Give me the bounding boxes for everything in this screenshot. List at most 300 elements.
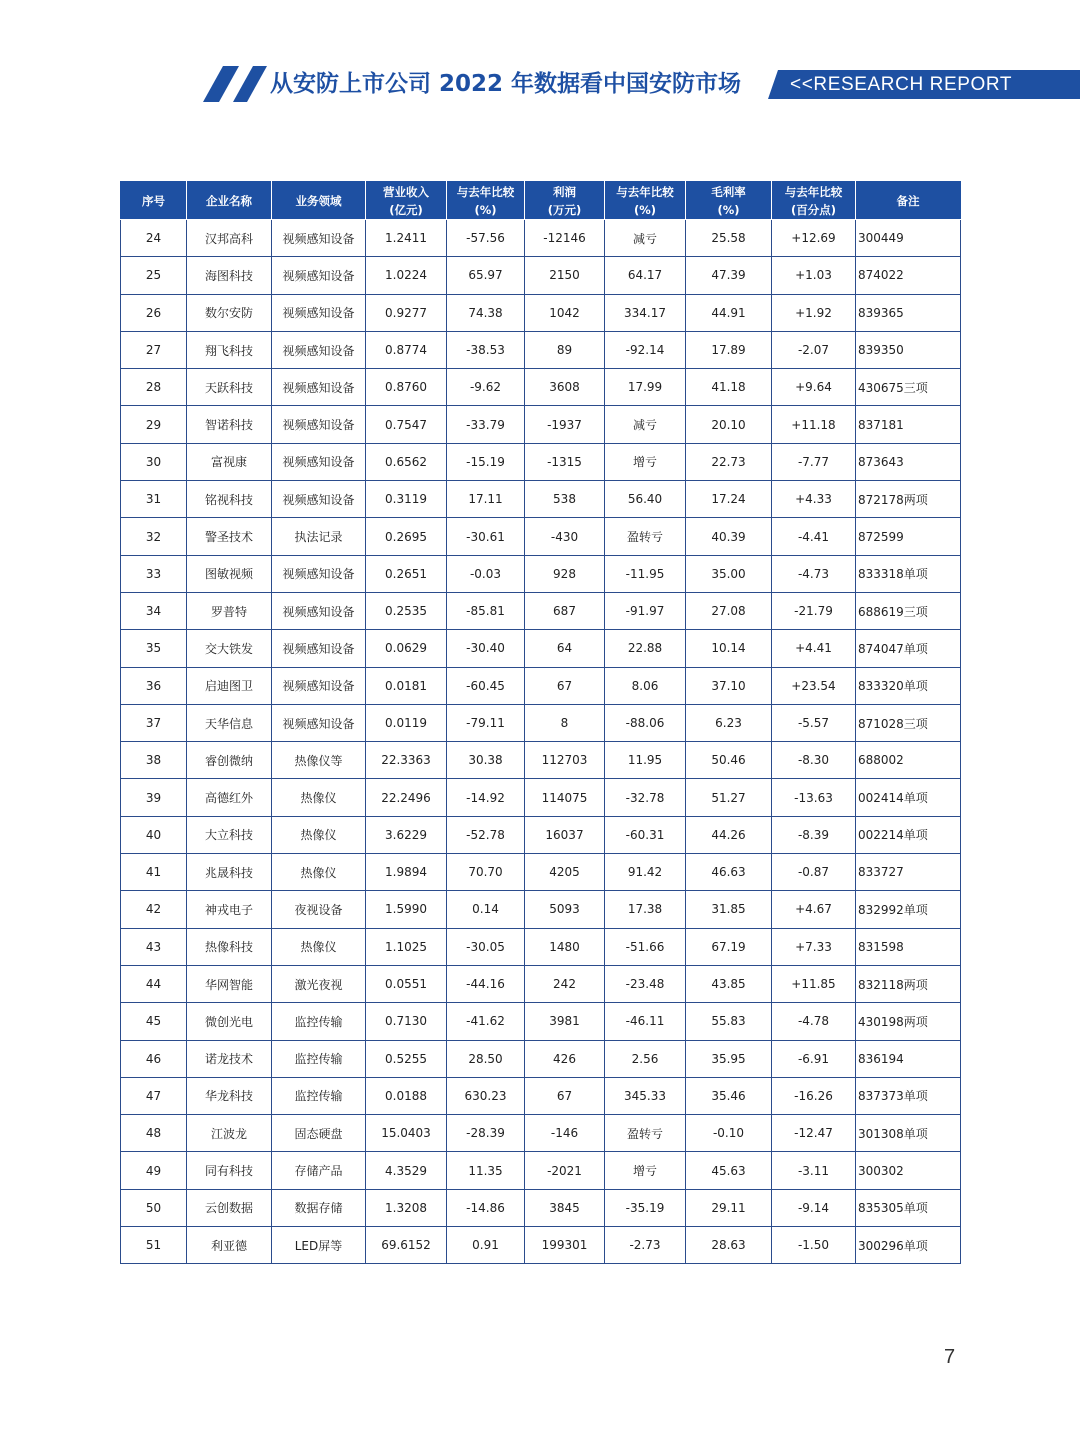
gross-margin-cell: 35.95 — [686, 1040, 772, 1077]
table-row — [121, 1003, 961, 1040]
gross-margin-cell: 35.46 — [686, 1077, 772, 1114]
revenue-change-cell: -9.62 — [447, 369, 525, 406]
business-field-cell: 视频感知设备 — [272, 443, 366, 480]
revenue-cell: 0.2535 — [366, 592, 447, 629]
revenue-change-cell: -44.16 — [447, 965, 525, 1002]
profit-cell: 3608 — [525, 369, 605, 406]
table-row — [121, 667, 961, 704]
company-name-cell: 睿创微纳 — [187, 742, 272, 779]
column-header — [187, 182, 272, 220]
note-cell: 833318单项 — [856, 555, 961, 592]
margin-change-cell: -8.39 — [772, 816, 856, 853]
table-row — [121, 257, 961, 294]
table-row — [121, 1040, 961, 1077]
company-name-cell: 铭视科技 — [187, 481, 272, 518]
company-name-cell: 微创光电 — [187, 1003, 272, 1040]
gross-margin-cell: 51.27 — [686, 779, 772, 816]
revenue-change-cell: -52.78 — [447, 816, 525, 853]
note-cell: 300449 — [856, 220, 961, 257]
profit-change-cell: 334.17 — [605, 294, 686, 331]
revenue-change-cell: 28.50 — [447, 1040, 525, 1077]
page-header — [0, 66, 1080, 102]
column-header-label: 利润 — [553, 184, 576, 199]
revenue-change-cell: -38.53 — [447, 331, 525, 368]
table-row — [121, 779, 961, 816]
revenue-cell: 0.2695 — [366, 518, 447, 555]
profit-change-cell: -92.14 — [605, 331, 686, 368]
column-header-unit: (亿元) — [389, 202, 423, 217]
revenue-cell: 15.0403 — [366, 1115, 447, 1152]
gross-margin-cell: -0.10 — [686, 1115, 772, 1152]
company-name-cell: 同有科技 — [187, 1152, 272, 1189]
revenue-change-cell: -15.19 — [447, 443, 525, 480]
table-row — [121, 1115, 961, 1152]
revenue-cell: 69.6152 — [366, 1227, 447, 1264]
row-index-cell: 48 — [121, 1115, 187, 1152]
row-index-cell: 26 — [121, 294, 187, 331]
column-header-unit: (%) — [717, 202, 740, 217]
margin-change-cell: -6.91 — [772, 1040, 856, 1077]
profit-cell: 426 — [525, 1040, 605, 1077]
note-cell: 839350 — [856, 331, 961, 368]
margin-change-cell: -13.63 — [772, 779, 856, 816]
revenue-change-cell: -33.79 — [447, 406, 525, 443]
revenue-change-cell: -30.61 — [447, 518, 525, 555]
note-cell: 872599 — [856, 518, 961, 555]
company-name-cell: 翔飞科技 — [187, 331, 272, 368]
revenue-cell: 0.0551 — [366, 965, 447, 1002]
note-cell: 301308单项 — [856, 1115, 961, 1152]
row-index-cell: 46 — [121, 1040, 187, 1077]
margin-change-cell: -12.47 — [772, 1115, 856, 1152]
profit-cell: 928 — [525, 555, 605, 592]
revenue-change-cell: 0.91 — [447, 1227, 525, 1264]
business-field-cell: 视频感知设备 — [272, 257, 366, 294]
profit-cell: 687 — [525, 592, 605, 629]
row-index-cell: 33 — [121, 555, 187, 592]
business-field-cell: 热像仪 — [272, 779, 366, 816]
row-index-cell: 45 — [121, 1003, 187, 1040]
column-header — [447, 182, 525, 220]
profit-cell: 64 — [525, 630, 605, 667]
profit-change-cell: 17.38 — [605, 891, 686, 928]
profit-change-cell: -2.73 — [605, 1227, 686, 1264]
profit-cell: 199301 — [525, 1227, 605, 1264]
table-row — [121, 742, 961, 779]
column-header-unit: (百分点) — [790, 202, 836, 217]
note-cell: 833320单项 — [856, 667, 961, 704]
row-index-cell: 27 — [121, 331, 187, 368]
table-row — [121, 965, 961, 1002]
table-row — [121, 369, 961, 406]
revenue-change-cell: -28.39 — [447, 1115, 525, 1152]
business-field-cell: 视频感知设备 — [272, 667, 366, 704]
table-row — [121, 294, 961, 331]
revenue-change-cell: 17.11 — [447, 481, 525, 518]
table-row — [121, 481, 961, 518]
profit-change-cell: 64.17 — [605, 257, 686, 294]
gross-margin-cell: 35.00 — [686, 555, 772, 592]
gross-margin-cell: 17.89 — [686, 331, 772, 368]
profit-change-cell: 8.06 — [605, 667, 686, 704]
note-cell: 833727 — [856, 854, 961, 891]
gross-margin-cell: 44.26 — [686, 816, 772, 853]
company-name-cell: 海图科技 — [187, 257, 272, 294]
note-cell: 836194 — [856, 1040, 961, 1077]
double-slash-logo-icon — [203, 66, 267, 102]
profit-change-cell: -60.31 — [605, 816, 686, 853]
row-index-cell: 34 — [121, 592, 187, 629]
margin-change-cell: -16.26 — [772, 1077, 856, 1114]
margin-change-cell: -8.30 — [772, 742, 856, 779]
column-header-label: 毛利率 — [711, 184, 746, 199]
gross-margin-cell: 55.83 — [686, 1003, 772, 1040]
company-name-cell: 神戎电子 — [187, 891, 272, 928]
margin-change-cell: +12.69 — [772, 220, 856, 257]
revenue-cell: 1.3208 — [366, 1189, 447, 1226]
company-name-cell: 智诺科技 — [187, 406, 272, 443]
business-field-cell: 热像仪 — [272, 816, 366, 853]
revenue-cell: 22.2496 — [366, 779, 447, 816]
margin-change-cell: -7.77 — [772, 443, 856, 480]
column-header — [272, 182, 366, 220]
profit-cell: 5093 — [525, 891, 605, 928]
company-name-cell: 富视康 — [187, 443, 272, 480]
profit-change-cell: 11.95 — [605, 742, 686, 779]
column-header-label: 备注 — [896, 193, 920, 208]
revenue-cell: 0.0119 — [366, 704, 447, 741]
revenue-cell: 0.5255 — [366, 1040, 447, 1077]
gross-margin-cell: 17.24 — [686, 481, 772, 518]
business-field-cell: 固态硬盘 — [272, 1115, 366, 1152]
table-header-row — [121, 182, 961, 220]
column-header — [686, 182, 772, 220]
gross-margin-cell: 22.73 — [686, 443, 772, 480]
profit-cell: 242 — [525, 965, 605, 1002]
column-header — [525, 182, 605, 220]
margin-change-cell: +4.41 — [772, 630, 856, 667]
business-field-cell: 视频感知设备 — [272, 331, 366, 368]
gross-margin-cell: 47.39 — [686, 257, 772, 294]
gross-margin-cell: 28.63 — [686, 1227, 772, 1264]
profit-change-cell: 56.40 — [605, 481, 686, 518]
revenue-change-cell: 65.97 — [447, 257, 525, 294]
margin-change-cell: +1.92 — [772, 294, 856, 331]
company-name-cell: 热像科技 — [187, 928, 272, 965]
row-index-cell: 40 — [121, 816, 187, 853]
revenue-cell: 1.2411 — [366, 220, 447, 257]
revenue-cell: 0.0629 — [366, 630, 447, 667]
table-row — [121, 592, 961, 629]
table-row — [121, 555, 961, 592]
revenue-change-cell: -30.40 — [447, 630, 525, 667]
revenue-cell: 0.9277 — [366, 294, 447, 331]
business-field-cell: 监控传输 — [272, 1040, 366, 1077]
profit-change-cell: 盈转亏 — [605, 518, 686, 555]
gross-margin-cell: 37.10 — [686, 667, 772, 704]
page-number: 7 — [944, 1346, 956, 1368]
note-cell: 839365 — [856, 294, 961, 331]
revenue-change-cell: 70.70 — [447, 854, 525, 891]
profit-cell: 114075 — [525, 779, 605, 816]
banner-text: <<RESEARCH REPORT — [790, 74, 1013, 95]
profit-cell: 3845 — [525, 1189, 605, 1226]
gross-margin-cell: 50.46 — [686, 742, 772, 779]
revenue-change-cell: -85.81 — [447, 592, 525, 629]
column-header-label: 与去年比较 — [784, 184, 843, 199]
revenue-cell: 0.0188 — [366, 1077, 447, 1114]
note-cell: 300296单项 — [856, 1227, 961, 1264]
revenue-change-cell: -0.03 — [447, 555, 525, 592]
profit-change-cell: -35.19 — [605, 1189, 686, 1226]
profit-cell: 538 — [525, 481, 605, 518]
note-cell: 837181 — [856, 406, 961, 443]
company-name-cell: 华网智能 — [187, 965, 272, 1002]
revenue-change-cell: -14.92 — [447, 779, 525, 816]
gross-margin-cell: 10.14 — [686, 630, 772, 667]
company-name-cell: 图敏视频 — [187, 555, 272, 592]
company-name-cell: 汉邦高科 — [187, 220, 272, 257]
business-field-cell: 监控传输 — [272, 1003, 366, 1040]
note-cell: 831598 — [856, 928, 961, 965]
business-field-cell: 视频感知设备 — [272, 369, 366, 406]
margin-change-cell: +23.54 — [772, 667, 856, 704]
profit-change-cell: 增亏 — [605, 443, 686, 480]
profit-cell: 8 — [525, 704, 605, 741]
profit-change-cell: 22.88 — [605, 630, 686, 667]
profit-change-cell: 345.33 — [605, 1077, 686, 1114]
revenue-cell: 0.6562 — [366, 443, 447, 480]
column-header-label: 业务领域 — [295, 193, 342, 208]
gross-margin-cell: 43.85 — [686, 965, 772, 1002]
business-field-cell: 视频感知设备 — [272, 592, 366, 629]
revenue-cell: 0.2651 — [366, 555, 447, 592]
column-header-label: 与去年比较 — [616, 184, 674, 199]
company-name-cell: 云创数据 — [187, 1189, 272, 1226]
revenue-cell: 0.8760 — [366, 369, 447, 406]
revenue-cell: 22.3363 — [366, 742, 447, 779]
revenue-change-cell: -41.62 — [447, 1003, 525, 1040]
column-header-unit: (%) — [633, 202, 657, 217]
profit-change-cell: -23.48 — [605, 965, 686, 1002]
column-header — [366, 182, 447, 220]
revenue-cell: 0.8774 — [366, 331, 447, 368]
profit-cell: -2021 — [525, 1152, 605, 1189]
business-field-cell: 夜视设备 — [272, 891, 366, 928]
margin-change-cell: -5.57 — [772, 704, 856, 741]
revenue-cell: 4.3529 — [366, 1152, 447, 1189]
row-index-cell: 41 — [121, 854, 187, 891]
profit-change-cell: -91.97 — [605, 592, 686, 629]
revenue-cell: 0.3119 — [366, 481, 447, 518]
margin-change-cell: -4.78 — [772, 1003, 856, 1040]
profit-change-cell: 17.99 — [605, 369, 686, 406]
business-field-cell: 热像仪等 — [272, 742, 366, 779]
revenue-cell: 0.7130 — [366, 1003, 447, 1040]
revenue-cell: 3.6229 — [366, 816, 447, 853]
table-body — [121, 220, 961, 1264]
profit-cell: 67 — [525, 667, 605, 704]
row-index-cell: 35 — [121, 630, 187, 667]
business-field-cell: 执法记录 — [272, 518, 366, 555]
revenue-cell: 0.7547 — [366, 406, 447, 443]
row-index-cell: 38 — [121, 742, 187, 779]
profit-cell: -146 — [525, 1115, 605, 1152]
business-field-cell: 视频感知设备 — [272, 630, 366, 667]
table-row — [121, 220, 961, 257]
profit-change-cell: -46.11 — [605, 1003, 686, 1040]
table-row — [121, 630, 961, 667]
revenue-cell: 0.0181 — [366, 667, 447, 704]
note-cell: 002414单项 — [856, 779, 961, 816]
margin-change-cell: +11.85 — [772, 965, 856, 1002]
company-name-cell: 天跃科技 — [187, 369, 272, 406]
business-field-cell: 视频感知设备 — [272, 406, 366, 443]
revenue-change-cell: -30.05 — [447, 928, 525, 965]
note-cell: 688002 — [856, 742, 961, 779]
gross-margin-cell: 46.63 — [686, 854, 772, 891]
business-field-cell: 激光夜视 — [272, 965, 366, 1002]
profit-cell: 16037 — [525, 816, 605, 853]
table-row — [121, 331, 961, 368]
note-cell: 873643 — [856, 443, 961, 480]
margin-change-cell: -1.50 — [772, 1227, 856, 1264]
revenue-change-cell: -14.86 — [447, 1189, 525, 1226]
table-row — [121, 518, 961, 555]
profit-cell: 3981 — [525, 1003, 605, 1040]
table-row — [121, 891, 961, 928]
profit-cell: 67 — [525, 1077, 605, 1114]
note-cell: 837373单项 — [856, 1077, 961, 1114]
note-cell: 872178两项 — [856, 481, 961, 518]
row-index-cell: 28 — [121, 369, 187, 406]
profit-cell: -1315 — [525, 443, 605, 480]
company-name-cell: 启迪图卫 — [187, 667, 272, 704]
margin-change-cell: +11.18 — [772, 406, 856, 443]
company-name-cell: 兆晟科技 — [187, 854, 272, 891]
row-index-cell: 31 — [121, 481, 187, 518]
company-name-cell: 利亚德 — [187, 1227, 272, 1264]
column-header-label: 与去年比较 — [456, 184, 515, 199]
table-row — [121, 854, 961, 891]
gross-margin-cell: 41.18 — [686, 369, 772, 406]
revenue-change-cell: 11.35 — [447, 1152, 525, 1189]
profit-cell: 89 — [525, 331, 605, 368]
revenue-cell: 1.1025 — [366, 928, 447, 965]
gross-margin-cell: 20.10 — [686, 406, 772, 443]
note-cell: 835305单项 — [856, 1189, 961, 1226]
margin-change-cell: -9.14 — [772, 1189, 856, 1226]
business-field-cell: 视频感知设备 — [272, 555, 366, 592]
business-field-cell: 视频感知设备 — [272, 294, 366, 331]
profit-change-cell: 盈转亏 — [605, 1115, 686, 1152]
table-row — [121, 704, 961, 741]
revenue-change-cell: -60.45 — [447, 667, 525, 704]
column-header — [121, 182, 187, 220]
row-index-cell: 32 — [121, 518, 187, 555]
margin-change-cell: -4.41 — [772, 518, 856, 555]
margin-change-cell: -0.87 — [772, 854, 856, 891]
business-field-cell: 监控传输 — [272, 1077, 366, 1114]
business-field-cell: 热像仪 — [272, 854, 366, 891]
column-header — [605, 182, 686, 220]
row-index-cell: 51 — [121, 1227, 187, 1264]
column-header — [856, 182, 961, 220]
margin-change-cell: -4.73 — [772, 555, 856, 592]
row-index-cell: 25 — [121, 257, 187, 294]
profit-cell: 2150 — [525, 257, 605, 294]
profit-cell: -12146 — [525, 220, 605, 257]
column-header — [772, 182, 856, 220]
margin-change-cell: -2.07 — [772, 331, 856, 368]
company-name-cell: 天华信息 — [187, 704, 272, 741]
row-index-cell: 37 — [121, 704, 187, 741]
note-cell: 430198两项 — [856, 1003, 961, 1040]
table-row — [121, 1227, 961, 1264]
revenue-cell: 1.9894 — [366, 854, 447, 891]
revenue-change-cell: 74.38 — [447, 294, 525, 331]
row-index-cell: 42 — [121, 891, 187, 928]
margin-change-cell: -3.11 — [772, 1152, 856, 1189]
column-header-unit: (万元) — [547, 202, 582, 217]
revenue-cell: 1.5990 — [366, 891, 447, 928]
row-index-cell: 47 — [121, 1077, 187, 1114]
row-index-cell: 36 — [121, 667, 187, 704]
company-data-table — [120, 181, 961, 1264]
row-index-cell: 39 — [121, 779, 187, 816]
company-name-cell: 罗普特 — [187, 592, 272, 629]
company-name-cell: 江波龙 — [187, 1115, 272, 1152]
row-index-cell: 43 — [121, 928, 187, 965]
margin-change-cell: +9.64 — [772, 369, 856, 406]
table-row — [121, 406, 961, 443]
row-index-cell: 50 — [121, 1189, 187, 1226]
table-row — [121, 816, 961, 853]
profit-change-cell: 减亏 — [605, 220, 686, 257]
note-cell: 871028三项 — [856, 704, 961, 741]
column-header-label: 序号 — [142, 193, 165, 208]
company-name-cell: 华龙科技 — [187, 1077, 272, 1114]
profit-cell: 4205 — [525, 854, 605, 891]
business-field-cell: 热像仪 — [272, 928, 366, 965]
business-field-cell: 视频感知设备 — [272, 481, 366, 518]
profit-change-cell: 2.56 — [605, 1040, 686, 1077]
gross-margin-cell: 29.11 — [686, 1189, 772, 1226]
profit-change-cell: 91.42 — [605, 854, 686, 891]
company-name-cell: 诺龙技术 — [187, 1040, 272, 1077]
business-field-cell: LED屏等 — [272, 1227, 366, 1264]
note-cell: 874022 — [856, 257, 961, 294]
margin-change-cell: -21.79 — [772, 592, 856, 629]
profit-change-cell: -32.78 — [605, 779, 686, 816]
column-header-unit: (%) — [474, 202, 497, 217]
business-field-cell: 数据存储 — [272, 1189, 366, 1226]
revenue-change-cell: 630.23 — [447, 1077, 525, 1114]
profit-cell: -1937 — [525, 406, 605, 443]
company-name-cell: 数尔安防 — [187, 294, 272, 331]
research-report-banner — [768, 70, 1080, 99]
gross-margin-cell: 31.85 — [686, 891, 772, 928]
table-row — [121, 1077, 961, 1114]
page-title: 从安防上市公司 2022 年数据看中国安防市场 — [270, 71, 742, 97]
profit-change-cell: 减亏 — [605, 406, 686, 443]
profit-change-cell: 增亏 — [605, 1152, 686, 1189]
note-cell: 832118两项 — [856, 965, 961, 1002]
note-cell: 430675三项 — [856, 369, 961, 406]
revenue-change-cell: 0.14 — [447, 891, 525, 928]
row-index-cell: 44 — [121, 965, 187, 1002]
table-row — [121, 1189, 961, 1226]
